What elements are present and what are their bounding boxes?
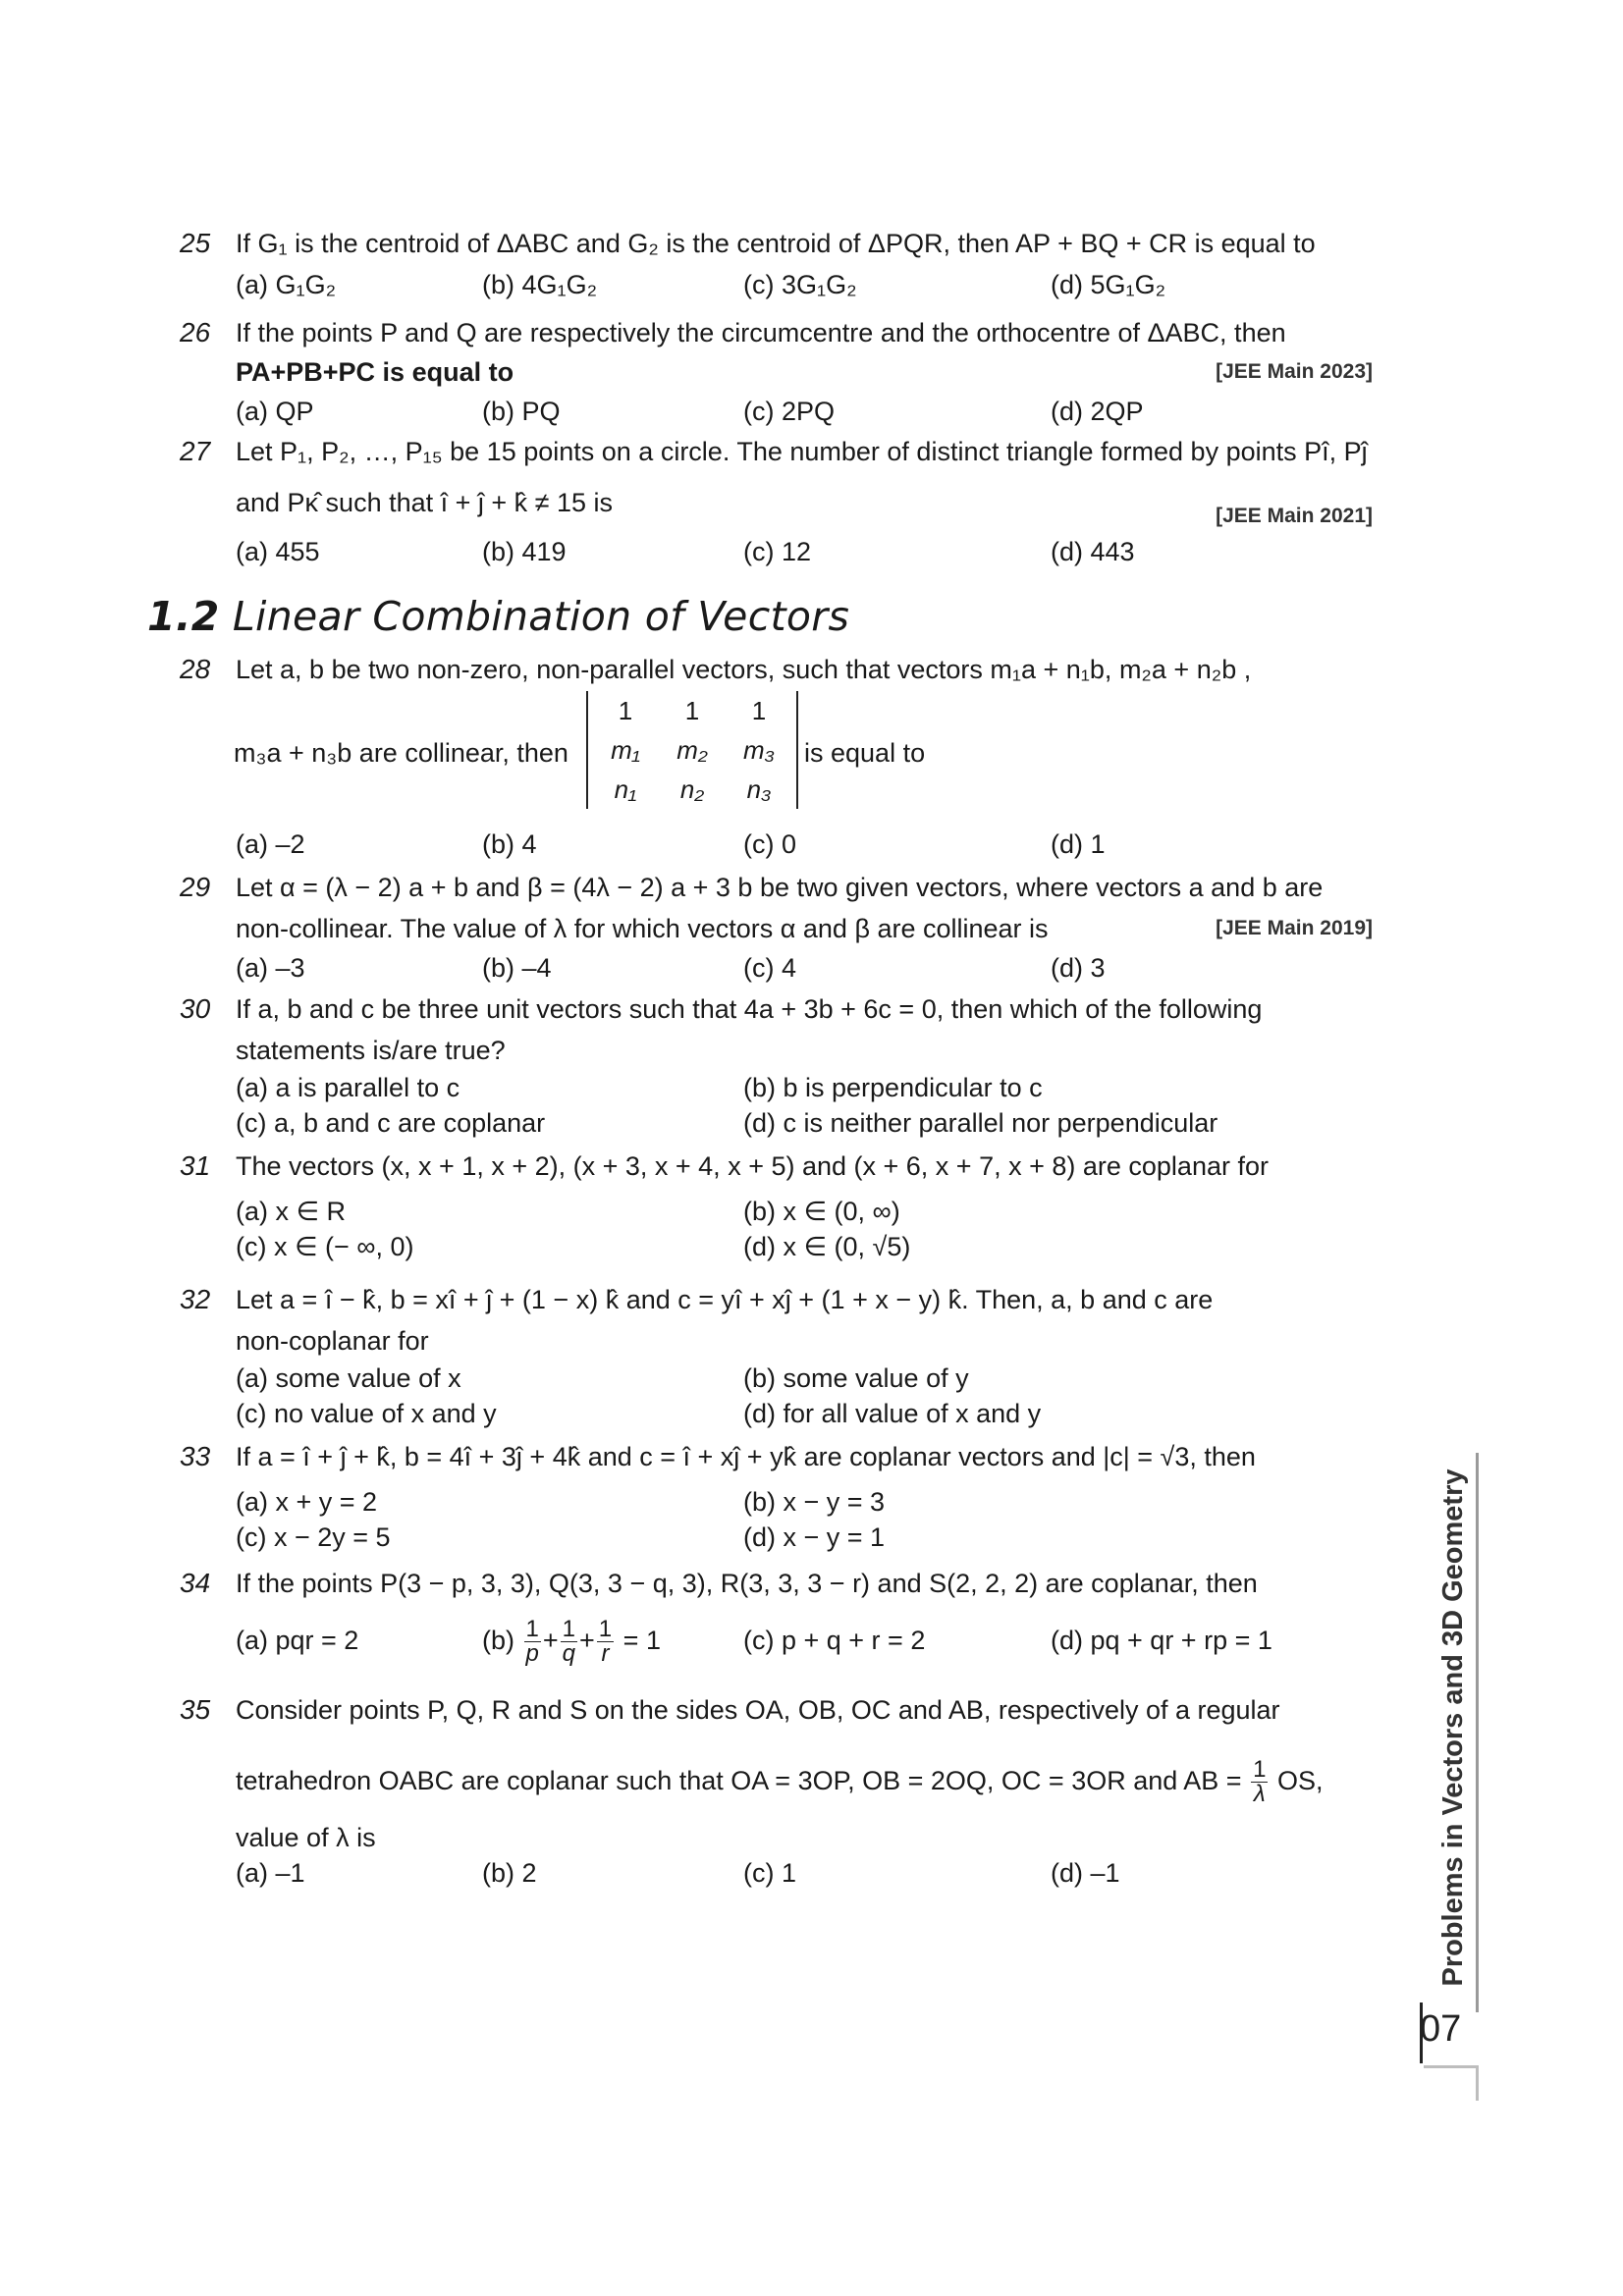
option-b: (b) 419 xyxy=(482,537,567,566)
det-cell: 1 xyxy=(618,696,633,725)
sidebar-divider xyxy=(1476,1453,1479,2012)
fraction-denominator: λ xyxy=(1253,1781,1266,1808)
question-text-line2 xyxy=(236,1749,1323,1812)
option-a: (a) x + y = 2 xyxy=(236,1487,378,1517)
option-a: (a) QP xyxy=(236,397,314,426)
option-c: (c) p + q + r = 2 xyxy=(743,1626,926,1655)
question-number: 30 xyxy=(180,993,211,1024)
question-text: Let P₁, P₂, …, P₁₅ be 15 points on a circle. The number of distinct triangle formed by points Pî, Pĵ xyxy=(236,437,1368,466)
option-b: (b) some value of y xyxy=(743,1363,969,1393)
option-a: (a) pqr = 2 xyxy=(236,1626,359,1655)
option-c: (c) x − 2y = 5 xyxy=(236,1522,391,1552)
question-number: 28 xyxy=(180,654,211,684)
fraction-1-over-p xyxy=(524,1618,541,1666)
option-b: (b) 4 xyxy=(482,829,537,859)
question-text: If the points P and Q are respectively the circumcentre and the orthocentre of ΔABC, then xyxy=(236,318,1286,347)
option-a: (a) –1 xyxy=(236,1858,305,1888)
option-a: (a) x ∈ R xyxy=(236,1197,347,1226)
det-cell: n₁ xyxy=(614,774,637,804)
fraction-1-over-q xyxy=(561,1618,577,1666)
question-text: The vectors (x, x + 1, x + 2), (x + 3, x + 4, x + 5) and (x + 6, x + 7, x + 8) are coplanar for xyxy=(236,1151,1269,1181)
sidebar xyxy=(1422,1463,1481,1993)
question-text: Let a, b be two non-zero, non-parallel vectors, such that vectors m₁a + n₁b, m₂a + n₂b , xyxy=(236,655,1252,684)
option-d: (d) 5G₁G₂ xyxy=(1051,270,1166,299)
question-number: 27 xyxy=(180,436,211,466)
option-c: (c) a, b and c are coplanar xyxy=(236,1108,546,1138)
det-cell: m₃ xyxy=(743,735,775,765)
option-b-label: (b) xyxy=(482,1626,514,1655)
fraction-numerator: 1 xyxy=(525,1616,539,1643)
fraction-1-over-r xyxy=(597,1618,614,1666)
section-title: Linear Combination of Vectors xyxy=(232,593,850,640)
option-b: (b) PQ xyxy=(482,397,561,426)
option-a: (a) some value of x xyxy=(236,1363,461,1393)
question-text: Consider points P, Q, R and S on the sides OA, OB, OC and AB, respectively of a regular xyxy=(236,1695,1280,1725)
option-b: (b) –4 xyxy=(482,953,552,983)
option-a: (a) a is parallel to c xyxy=(236,1073,460,1102)
question-number: 26 xyxy=(180,317,211,347)
option-b: (b) x − y = 3 xyxy=(743,1487,886,1517)
question-text-line3: value of λ is xyxy=(236,1823,376,1852)
question-number: 35 xyxy=(180,1694,211,1725)
option-b: (b) $\frac{1}{p}$ + $\frac{1}{q}$ + $\frac{1}{r}$ = 1 xyxy=(482,1616,661,1668)
fraction-numerator: 1 xyxy=(598,1616,613,1643)
page-number: 07 xyxy=(1420,2008,1462,2050)
question-text: Let α = (λ − 2) a + b and β = (4λ − 2) a + 3 b be two given vectors, where vectors a and b are xyxy=(236,873,1324,902)
question-text: If the points P(3 − p, 3, 3), Q(3, 3 − q, 3), R(3, 3, 3 − r) and S(2, 2, 2) are coplanar, then xyxy=(236,1569,1258,1598)
fraction-denominator: q xyxy=(562,1640,576,1668)
det-cell: n₃ xyxy=(746,774,772,804)
option-c: (c) 12 xyxy=(743,537,812,566)
option-d: (d) 1 xyxy=(1051,829,1106,859)
option-a: (a) 455 xyxy=(236,537,320,566)
det-cell: m₂ xyxy=(676,735,708,765)
exam-tag: [JEE Main 2019] xyxy=(1216,917,1373,939)
question-number: 33 xyxy=(180,1441,211,1471)
question-text-line3: is equal to xyxy=(804,738,926,768)
option-b-rhs: = 1 xyxy=(622,1626,661,1655)
fraction-numerator: 1 xyxy=(1253,1756,1267,1784)
question-text-line2: PA+PB+PC is equal to xyxy=(236,357,514,387)
option-c: (c) x ∈ (− ∞, 0) xyxy=(236,1232,414,1261)
fraction-denominator: p xyxy=(525,1640,539,1668)
question-text-line2: and Pκ̂ such that î + ĵ + k̂ ≠ 15 is xyxy=(236,488,614,517)
section-number: 1.2 xyxy=(147,593,220,640)
question-text-line2: non-collinear. The value of λ for which vectors α and β are collinear is xyxy=(236,914,1049,943)
option-c: (c) 2PQ xyxy=(743,397,836,426)
question-text: Let a = î − k̂, b = xî + ĵ + (1 − x) k̂ and c = yî + xĵ + (1 + x − y) k̂. Then, a, b and c are xyxy=(236,1285,1214,1314)
exam-tag: [JEE Main 2021] xyxy=(1216,505,1373,527)
question-text-part: OS, xyxy=(1276,1766,1324,1795)
question-text: If a = î + ĵ + k̂, b = 4î + 3ĵ + 4k̂ and c = î + xĵ + yk̂ are coplanar vectors and |c| = √3, then xyxy=(236,1442,1256,1471)
question-text: If G₁ is the centroid of ΔABC and G₂ is the centroid of ΔPQR, then AP + BQ + CR is equal to xyxy=(236,229,1316,258)
question-text: If a, b and c be three unit vectors such that 4a + 3b + 6c = 0, then which of the following xyxy=(236,994,1263,1024)
sidebar-title: Problems in Vectors and 3D Geometry xyxy=(1437,1468,1469,1987)
question-text-part: tetrahedron OABC are coplanar such that OA = 3OP, OB = 2OQ, OC = 3OR and AB = xyxy=(236,1766,1242,1795)
option-b: (b) 2 xyxy=(482,1858,537,1888)
question-text-line2: statements is/are true? xyxy=(236,1036,506,1065)
option-b: (b) 4G₁G₂ xyxy=(482,270,598,299)
option-b: (b) b is perpendicular to c xyxy=(743,1073,1043,1102)
option-d: (d) 2QP xyxy=(1051,397,1144,426)
option-d: (d) x − y = 1 xyxy=(743,1522,886,1552)
option-a: (a) –3 xyxy=(236,953,305,983)
det-cell: 1 xyxy=(751,696,767,725)
question-number: 34 xyxy=(180,1568,211,1598)
det-cell: m₁ xyxy=(611,735,640,765)
determinant xyxy=(586,691,798,809)
page-number-rule-vertical xyxy=(1476,2065,1479,2101)
option-c: (c) 0 xyxy=(743,829,796,859)
fraction-denominator: r xyxy=(601,1640,610,1668)
question-text-line2: m₃a + n₃b are collinear, then xyxy=(234,738,568,768)
option-b: (b) x ∈ (0, ∞) xyxy=(743,1197,900,1226)
option-d: (d) for all value of x and y xyxy=(743,1399,1042,1428)
option-d: (d) –1 xyxy=(1051,1858,1120,1888)
exam-tag: [JEE Main 2023] xyxy=(1216,360,1373,383)
option-c: (c) 3G₁G₂ xyxy=(743,270,857,299)
question-number: 25 xyxy=(180,228,211,258)
option-c: (c) no value of x and y xyxy=(236,1399,497,1428)
option-d: (d) x ∈ (0, √5) xyxy=(743,1232,911,1261)
question-number: 29 xyxy=(180,872,211,902)
option-a: (a) G₁G₂ xyxy=(236,270,337,299)
fraction-1-over-lambda xyxy=(1251,1758,1268,1806)
option-d: (d) 443 xyxy=(1051,537,1135,566)
option-a: (a) –2 xyxy=(236,829,305,859)
option-d: (d) pq + qr + rp = 1 xyxy=(1051,1626,1272,1655)
option-c: (c) 4 xyxy=(743,953,796,983)
det-cell: 1 xyxy=(684,696,700,725)
question-text-line2: non-coplanar for xyxy=(236,1326,429,1356)
question-number: 31 xyxy=(180,1150,211,1181)
option-d: (d) 3 xyxy=(1051,953,1106,983)
option-c: (c) 1 xyxy=(743,1858,796,1888)
question-number: 32 xyxy=(180,1284,211,1314)
page-number-rule xyxy=(1424,2065,1479,2068)
det-cell: n₂ xyxy=(679,774,705,804)
section-heading xyxy=(147,593,849,640)
fraction-numerator: 1 xyxy=(562,1616,576,1643)
option-d: (d) c is neither parallel nor perpendicular xyxy=(743,1108,1218,1138)
